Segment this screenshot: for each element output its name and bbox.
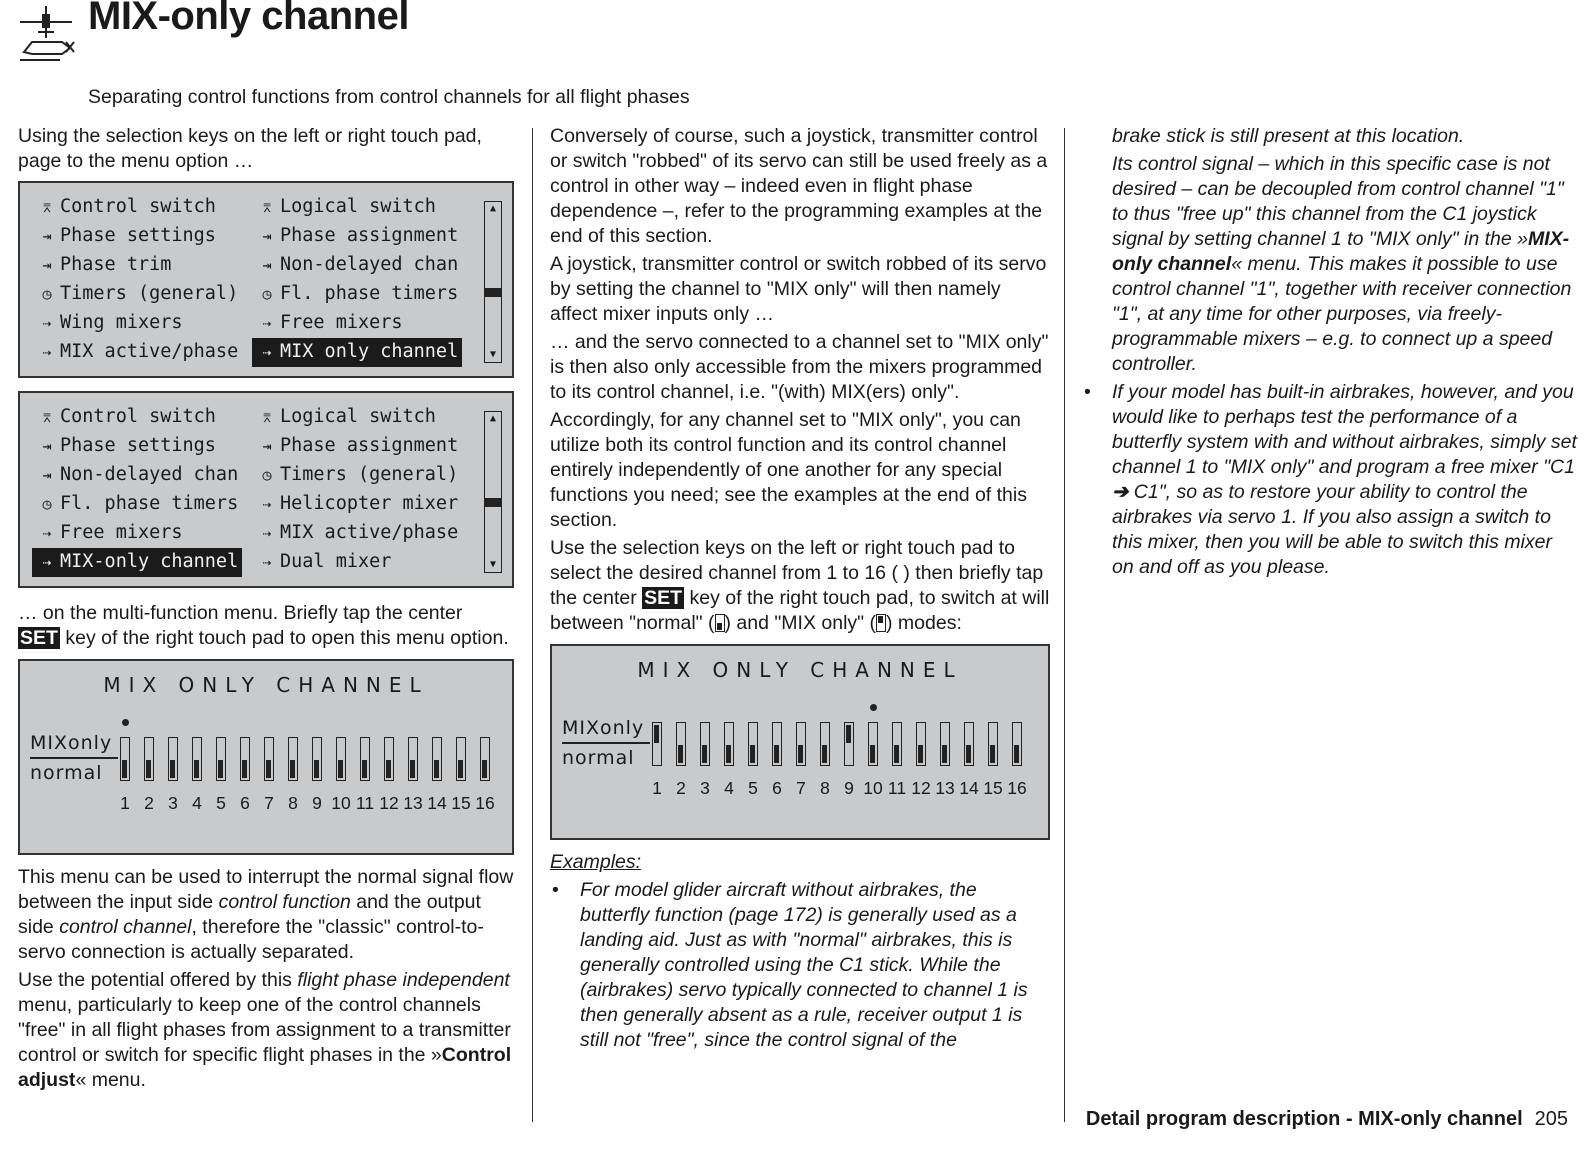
menu-item-label: Control switch — [60, 406, 216, 427]
channel-switch[interactable] — [432, 737, 442, 781]
menu-item[interactable] — [32, 280, 242, 309]
switch-knob — [846, 725, 851, 743]
channel-number: 10 — [863, 778, 883, 798]
switch-knob — [798, 745, 803, 763]
column-divider — [532, 128, 533, 1122]
menu-item-label: Timers (general) — [60, 283, 239, 304]
screen-title: MIX ONLY CHANNEL — [637, 658, 963, 682]
paragraph: Accordingly, for any channel set to "MIX only", you can utilize both its control function and its control channel entirely independently of one another for any special functions you need; see the examples at the end of this section. — [550, 409, 1027, 531]
menu-item[interactable] — [252, 432, 462, 461]
menu-item[interactable] — [32, 519, 187, 548]
channel-number: 7 — [264, 793, 274, 813]
menu-item[interactable] — [32, 403, 220, 432]
channel-switch[interactable] — [120, 737, 130, 781]
scroll-down-icon: ▼ — [489, 559, 497, 570]
channel-number: 14 — [427, 793, 447, 813]
menu-item-label: Fl. phase timers — [60, 493, 239, 514]
channel-number: 12 — [379, 793, 399, 813]
selection-marker — [122, 719, 129, 726]
menu-item-label: Wing mixers — [60, 312, 183, 333]
switch-knob — [678, 745, 683, 763]
bullet-icon: • — [1084, 381, 1091, 403]
menu-item-label: Logical switch — [280, 196, 436, 217]
channel-switch[interactable] — [360, 737, 370, 781]
switch-knob — [434, 760, 439, 778]
mixonly-label: MIXonly — [562, 717, 645, 739]
menu-item[interactable] — [32, 309, 187, 338]
switch-knob — [458, 760, 463, 778]
menu-item-label: MIX active/phase — [60, 341, 239, 362]
phase-icon: ⇥ — [42, 227, 52, 245]
channel-number: 4 — [192, 793, 202, 813]
channel-switch[interactable] — [192, 737, 202, 781]
channel-number: 2 — [144, 793, 154, 813]
paragraph: Using the selection keys on the left or right touch pad, page to the menu option … — [18, 125, 482, 172]
mixer-icon: ⇢ — [262, 524, 272, 542]
switch-knob — [654, 725, 659, 743]
switch-knob — [266, 760, 271, 778]
clock-icon: ◷ — [42, 495, 52, 513]
menu-item-label: Dual mixer — [280, 551, 392, 572]
menu-item-label: Timers (general) — [280, 464, 459, 485]
channel-switch[interactable] — [868, 722, 878, 766]
menu-item-label: Logical switch — [280, 406, 436, 427]
channel-switch[interactable] — [676, 722, 686, 766]
switch-knob — [410, 760, 415, 778]
mixer-icon: ⇢ — [42, 314, 52, 332]
mixer-icon: ⇢ — [262, 343, 272, 361]
switch-knob — [1014, 745, 1019, 763]
switch-knob — [966, 745, 971, 763]
channel-number: 9 — [844, 778, 854, 798]
column-1 — [18, 124, 514, 1096]
channel-switch[interactable] — [168, 737, 178, 781]
switch-knob — [702, 745, 707, 763]
channel-switch[interactable] — [456, 737, 466, 781]
mixer-icon: ⇢ — [262, 314, 272, 332]
channel-number: 7 — [796, 778, 806, 798]
page-subtitle: Separating control functions from control channels for all flight phases — [88, 86, 690, 108]
column-2 — [550, 124, 1050, 1056]
scroll-thumb[interactable] — [485, 288, 501, 297]
switch-knob — [750, 745, 755, 763]
switch-knob — [146, 760, 151, 778]
set-key: SET — [20, 627, 58, 649]
menu-item[interactable] — [252, 490, 462, 519]
channel-switch[interactable] — [288, 737, 298, 781]
switch-knob — [990, 745, 995, 763]
channel-number: 11 — [355, 793, 375, 813]
paragraph: Its control signal – which in this specific case is not desired – can be decoupled from control channel "1" to thus "free up" this channel from the C1 joystick signal by setting channel 1 to "MIX only" in the »MIX-only channel« menu. This makes it possible to use control channel "1", together with receiver connection "1", at any time for other purposes, via freely-programmable mixers – e.g. to connect up a speed controller. — [1112, 153, 1572, 375]
mixer-icon: ⇢ — [42, 343, 52, 361]
normal-label: normal — [30, 762, 103, 784]
column-3 — [1084, 124, 1578, 583]
menu-item[interactable] — [252, 338, 462, 367]
menu-item-label: Free mixers — [60, 522, 183, 543]
menu-item-label: Non-delayed chan — [60, 464, 239, 485]
phase-icon: ⇥ — [42, 256, 52, 274]
switch-knob — [170, 760, 175, 778]
switch-knob — [894, 745, 899, 763]
switch-knob — [822, 745, 827, 763]
menu-item[interactable] — [32, 548, 242, 577]
selection-marker — [870, 704, 877, 711]
arrow-icon: ➔ — [1112, 481, 1129, 503]
channel-switch[interactable] — [1012, 722, 1022, 766]
channel-number: 5 — [216, 793, 226, 813]
menu-item[interactable] — [32, 490, 242, 519]
joystick-icon: ⌆ — [262, 198, 272, 216]
channel-switch[interactable] — [144, 737, 154, 781]
phase-icon: ⇥ — [262, 256, 272, 274]
page-title: MIX-only channel — [88, 0, 409, 38]
channel-switch[interactable] — [796, 722, 806, 766]
joystick-icon: ⌆ — [262, 408, 272, 426]
channel-number: 10 — [331, 793, 351, 813]
channel-switch[interactable] — [988, 722, 998, 766]
menu-item-label: Control switch — [60, 196, 216, 217]
switch-knob — [338, 760, 343, 778]
model-type-icon — [16, 2, 78, 64]
paragraph: … and the servo connected to a channel set to "MIX only" is then also only accessible from the mixers programmed to its control channel, i.e. "(with) MIX(ers) only". — [550, 331, 1049, 403]
page-footer: Detail program description - MIX-only channel 205 — [1085, 1108, 1568, 1130]
bullet-item: • If your model has built-in airbrakes, however, and you would like to perhaps test the performance of a butterfly system with and without airbrakes, simply set channel 1 to "MIX only" and program a free mixer "C1 ➔ C1", so as to restore your ability to control the airbrakes via servo 1. If you also assign a switch to this mixer, then you will be able to switch this mixer on and off as you please. — [1084, 381, 1577, 578]
switch-knob — [918, 745, 923, 763]
channel-number: 4 — [724, 778, 734, 798]
channel-switch[interactable] — [336, 737, 346, 781]
mixer-icon: ⇢ — [42, 553, 52, 571]
scrollbar[interactable] — [484, 411, 502, 573]
menu-item[interactable] — [252, 461, 462, 490]
menu-item[interactable] — [252, 309, 407, 338]
label-divider — [30, 757, 118, 759]
menu-item[interactable] — [32, 432, 220, 461]
channel-switch[interactable] — [312, 737, 322, 781]
switch-knob — [194, 760, 199, 778]
switch-knob — [942, 745, 947, 763]
page-number: 205 — [1534, 1108, 1568, 1130]
channel-number: 12 — [911, 778, 931, 798]
switch-knob — [218, 760, 223, 778]
channel-switch[interactable] — [408, 737, 418, 781]
screen-title: MIX ONLY CHANNEL — [103, 673, 429, 697]
menu-item[interactable] — [32, 251, 175, 280]
menu-item-label: Phase settings — [60, 225, 216, 246]
switch-knob — [726, 745, 731, 763]
channel-switch[interactable] — [216, 737, 226, 781]
scroll-thumb[interactable] — [485, 498, 501, 507]
channel-number: 13 — [403, 793, 423, 813]
menu-item[interactable] — [32, 461, 242, 490]
bullet-icon: • — [552, 879, 559, 901]
paragraph: Conversely of course, such a joystick, transmitter control or switch "robbed" of its servo can still be used freely as a control in other way – indeed even in flight phase dependence –, refer to the programming examples at the end of this section. — [550, 125, 1048, 247]
channel-number: 8 — [820, 778, 830, 798]
channel-switch[interactable] — [748, 722, 758, 766]
mixer-icon: ⇢ — [262, 553, 272, 571]
paragraph: This menu can be used to interrupt the normal signal flow between the input side control function and the output side control channel, therefore the "classic" control-to-servo connection is actually separated. — [18, 866, 514, 963]
switch-knob — [242, 760, 247, 778]
channel-number: 2 — [676, 778, 686, 798]
switch-knob — [290, 760, 295, 778]
mixonly-label: MIXonly — [30, 732, 113, 754]
switch-knob — [870, 745, 875, 763]
switch-knob — [314, 760, 319, 778]
menu-item[interactable] — [32, 193, 220, 222]
paragraph: brake stick is still present at this location. — [1112, 125, 1465, 147]
joystick-icon: ⌆ — [42, 408, 52, 426]
normal-switch-icon — [715, 614, 725, 632]
menu-item-label: Phase trim — [60, 254, 172, 275]
channel-number: 1 — [120, 793, 130, 813]
channel-number: 3 — [700, 778, 710, 798]
channel-number: 14 — [959, 778, 979, 798]
joystick-icon: ⌆ — [42, 198, 52, 216]
channel-number: 16 — [475, 793, 495, 813]
bullet-item: • For model glider aircraft without airbrakes, the butterfly function (page 172) is generally used as a landing aid. Just as with "normal" airbrakes, this is generally controlled using the C1 stick. While the (airbrakes) servo typically connected to channel 1 is then generally absent as a rule, receiver output 1 is still not "free", since the control signal of the — [552, 879, 1028, 1051]
menu-item-label: Helicopter mixer — [280, 493, 459, 514]
menu-screen-2 — [18, 391, 514, 588]
menu-item-label: Non-delayed chan — [280, 254, 459, 275]
scroll-up-icon: ▲ — [489, 203, 497, 214]
menu-item[interactable] — [252, 403, 440, 432]
clock-icon: ◷ — [42, 285, 52, 303]
menu-item[interactable] — [252, 548, 395, 577]
menu-item-label: MIX-only channel — [60, 551, 239, 572]
menu-screen-1 — [18, 181, 514, 378]
scroll-down-icon: ▼ — [489, 349, 497, 360]
scrollbar[interactable] — [484, 201, 502, 363]
switch-knob — [386, 760, 391, 778]
paragraph: Use the potential offered by this flight phase independent menu, particularly to keep one of the control channels "free" in all flight phases from assignment to a transmitter control or switch for specific flight phases in the »Control adjust« menu. — [18, 969, 512, 1091]
mix-only-screen-1 — [18, 659, 514, 855]
channel-number: 15 — [451, 793, 471, 813]
switch-knob — [362, 760, 367, 778]
menu-item-label: Free mixers — [280, 312, 403, 333]
menu-item-label: Phase assignment — [280, 435, 459, 456]
mixer-icon: ⇢ — [42, 524, 52, 542]
channel-switch[interactable] — [892, 722, 902, 766]
paragraph: A joystick, transmitter control or switch robbed of its servo by setting the channel to "MIX only" will then namely affect mixer inputs only … — [550, 253, 1047, 325]
clock-icon: ◷ — [262, 285, 272, 303]
channel-switch[interactable] — [772, 722, 782, 766]
menu-item-label: MIX active/phase — [280, 522, 459, 543]
channel-number: 5 — [748, 778, 758, 798]
mix-only-screen-2 — [550, 644, 1050, 840]
channel-switch[interactable] — [844, 722, 854, 766]
channel-switch[interactable] — [480, 737, 490, 781]
menu-item[interactable] — [252, 193, 440, 222]
channel-number: 8 — [288, 793, 298, 813]
channel-number: 15 — [983, 778, 1003, 798]
phase-icon: ⇥ — [42, 437, 52, 455]
mixer-icon: ⇢ — [262, 495, 272, 513]
phase-icon: ⇥ — [42, 466, 52, 484]
menu-item-label: Fl. phase timers — [280, 283, 459, 304]
set-key: SET — [644, 587, 683, 609]
channel-number: 1 — [652, 778, 662, 798]
channel-switch[interactable] — [240, 737, 250, 781]
channel-number: 3 — [168, 793, 178, 813]
channel-number: 6 — [240, 793, 250, 813]
channel-switch[interactable] — [264, 737, 274, 781]
channel-number: 13 — [935, 778, 955, 798]
label-divider — [562, 742, 650, 744]
channel-number: 6 — [772, 778, 782, 798]
paragraph: … on the multi-function menu. Briefly tap the center SET key of the right touch pad to open this menu option. — [18, 602, 509, 649]
phase-icon: ⇥ — [262, 437, 272, 455]
channel-switch[interactable] — [820, 722, 830, 766]
channel-switch[interactable] — [384, 737, 394, 781]
menu-item-label: MIX only channel — [280, 341, 459, 362]
switch-knob — [482, 760, 487, 778]
mixonly-switch-icon — [876, 614, 886, 632]
menu-item-label: Phase settings — [60, 435, 216, 456]
channel-number: 11 — [887, 778, 907, 798]
channel-number: 16 — [1007, 778, 1027, 798]
menu-item-label: Phase assignment — [280, 225, 459, 246]
examples-heading: Examples: — [550, 851, 642, 873]
channel-switch[interactable] — [940, 722, 950, 766]
channel-switch[interactable] — [700, 722, 710, 766]
phase-icon: ⇥ — [262, 227, 272, 245]
paragraph: Use the selection keys on the left or right touch pad to select the desired channel from 1 to 16 ( ) then briefly tap the center SET key of the right touch pad, to switch at will between "normal" ( ) and "MIX only" ( ) modes: — [550, 537, 1050, 634]
menu-item[interactable] — [252, 222, 462, 251]
channel-switch[interactable] — [652, 722, 662, 766]
channel-switch[interactable] — [964, 722, 974, 766]
normal-label: normal — [562, 747, 635, 769]
scroll-up-icon: ▲ — [489, 413, 497, 424]
menu-item[interactable] — [252, 251, 462, 280]
channel-number: 9 — [312, 793, 322, 813]
switch-knob — [122, 760, 127, 778]
channel-switch[interactable] — [916, 722, 926, 766]
menu-item[interactable] — [32, 222, 220, 251]
column-divider — [1064, 128, 1065, 1122]
menu-item[interactable] — [252, 280, 462, 309]
clock-icon: ◷ — [262, 466, 272, 484]
channel-switch[interactable] — [724, 722, 734, 766]
menu-item[interactable] — [252, 519, 462, 548]
menu-item[interactable] — [32, 338, 242, 367]
switch-knob — [774, 745, 779, 763]
